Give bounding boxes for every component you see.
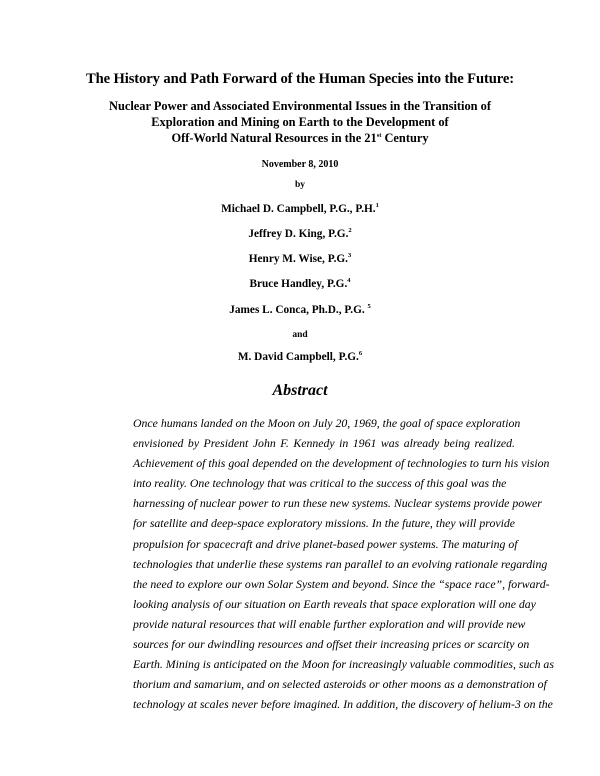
abstract-line: the need to explore our own Solar System and beyond. Since the “space race”, forward- — [133, 576, 550, 591]
abstract-line: Earth. Mining is anticipated on the Moon for increasingly valuable commodities, such as — [133, 657, 554, 672]
abstract-line: harnessing of nuclear power to run these new systems. Nuclear systems provide power — [133, 496, 542, 511]
author-footnote: 2 — [348, 227, 352, 235]
author-name: Michael D. Campbell, P.G., P.H. — [221, 203, 376, 215]
subtitle-superscript: st — [376, 131, 382, 139]
abstract-body — [133, 413, 554, 714]
author-footnote: 5 — [367, 303, 371, 311]
abstract-line: technology at scales never before imagined. In addition, the discovery of helium-3 on the — [133, 697, 553, 712]
and-label: and — [292, 330, 308, 340]
author-name: James L. Conca, Ph.D., P.G. — [229, 304, 368, 316]
author-3 — [0, 253, 600, 265]
document-title: The History and Path Forward of the Human Species into the Future: — [85, 71, 515, 87]
abstract-line: thorium and samarium, and on selected asteroids or other moons as a demonstration of — [133, 677, 547, 692]
author-name: Jeffrey D. King, P.G. — [248, 228, 349, 240]
abstract-line: sources for our dwindling resources and offset their increasing prices or scarcity on — [133, 637, 530, 652]
author-6 — [0, 351, 600, 363]
author-4 — [0, 278, 600, 290]
abstract-line: provide natural resources that will enable further exploration and will provide new — [133, 616, 526, 631]
abstract-line: into reality. One technology that was critical to the success of this goal was the — [133, 476, 507, 491]
author-name: Henry M. Wise, P.G. — [248, 253, 349, 265]
abstract-line: Once humans landed on the Moon on July 20, 1969, the goal of space exploration — [133, 416, 521, 430]
subtitle-line-3 — [0, 130, 600, 146]
author-name: M. David Campbell, P.G. — [237, 351, 359, 363]
by-label: by — [294, 180, 306, 190]
subtitle-line-3-end: Century — [381, 131, 429, 145]
abstract-line: looking analysis of our situation on Earth reveals that space exploration will one day — [133, 596, 536, 611]
subtitle-line-3-main: Off-World Natural Resources in the 21 — [171, 131, 377, 145]
abstract-line: technologies that underlie these systems ran parallel to an evolving rationale regarding — [133, 556, 548, 571]
document-date: November 8, 2010 — [261, 159, 339, 170]
author-footnote: 3 — [348, 252, 352, 260]
abstract-heading: Abstract — [272, 382, 328, 399]
subtitle-line-1: Nuclear Power and Associated Environmental Issues in the Transition of — [109, 99, 491, 113]
author-footnote: 6 — [358, 350, 363, 358]
abstract-line: envisioned by President John F. Kennedy in 1961 was already being realized. — [133, 436, 515, 451]
author-footnote: 1 — [375, 202, 379, 210]
author-1 — [0, 203, 600, 215]
author-2 — [0, 228, 600, 240]
author-name: Bruce Handley, P.G. — [249, 278, 348, 290]
abstract-line: propulsion for spacecraft and drive planet-based power systems. The maturing of — [133, 536, 518, 551]
abstract-line: Achievement of this goal depended on the development of technologies to turn his vision — [133, 456, 550, 471]
abstract-line: for satellite and deep-space exploratory missions. In the future, they will provide — [133, 516, 515, 531]
subtitle-line-2: Exploration and Mining on Earth to the Development of — [151, 115, 449, 129]
author-5 — [0, 304, 600, 316]
author-footnote: 4 — [347, 277, 351, 285]
